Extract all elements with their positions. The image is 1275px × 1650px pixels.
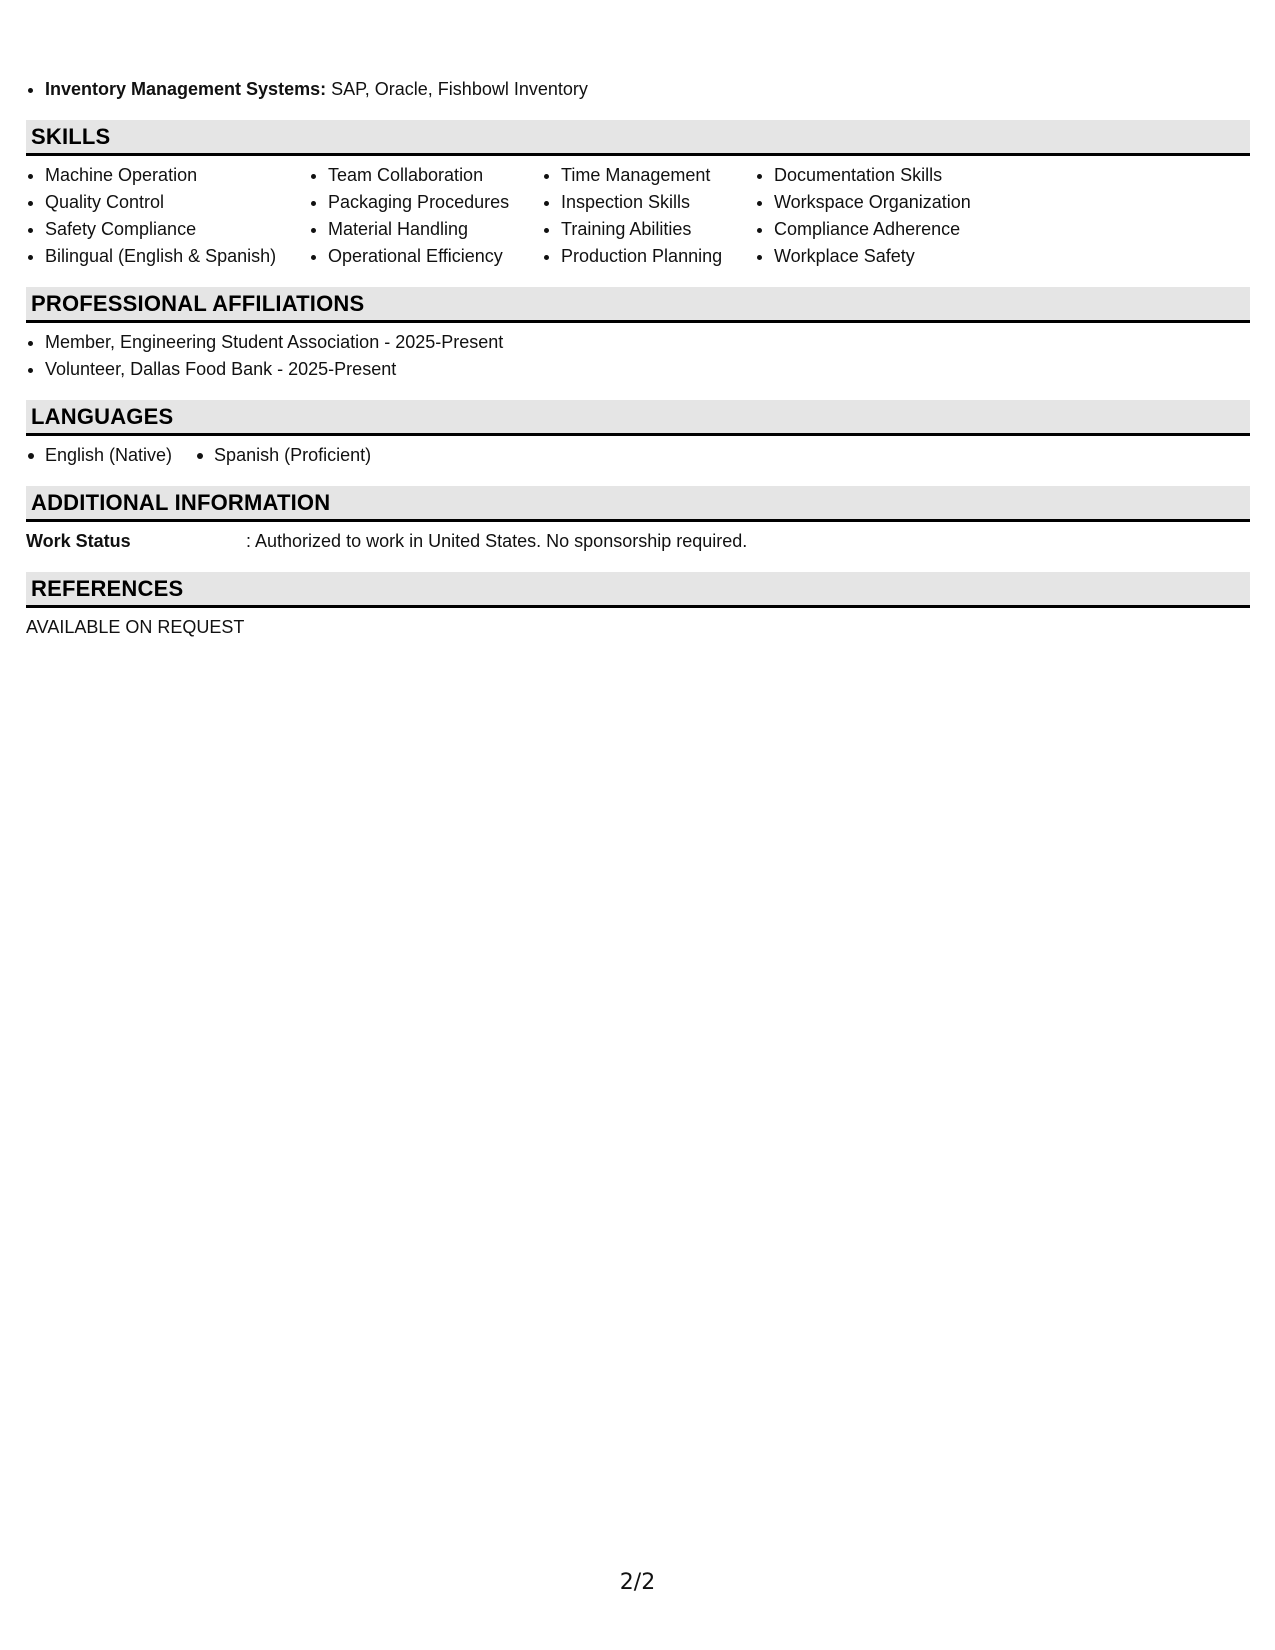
- list-item: English (Native): [26, 442, 172, 469]
- list-item: [45, 76, 1250, 103]
- list-item: • Production Planning: [561, 243, 755, 270]
- skills-column-2: [309, 162, 542, 270]
- list-item: • Bilingual (English & Spanish): [45, 243, 309, 270]
- affiliations-section: [26, 287, 1250, 383]
- skills-column-3: [542, 162, 755, 270]
- skills-column-4: [755, 162, 1034, 270]
- resume-page: [26, 76, 1250, 641]
- skills-grid: [26, 162, 1250, 270]
- list-item: • Workplace Safety: [774, 243, 1034, 270]
- section-title: REFERENCES: [31, 575, 184, 601]
- references-header: [26, 572, 1250, 608]
- additional-info-section: [26, 486, 1250, 555]
- list-item: • Member, Engineering Student Association - 2025-Present: [45, 329, 1250, 356]
- section-title: LANGUAGES: [31, 403, 174, 429]
- list-item: • Operational Efficiency: [328, 243, 542, 270]
- languages-list: [26, 442, 1250, 469]
- list-item: • Compliance Adherence: [774, 216, 1034, 243]
- inventory-systems-value: SAP, Oracle, Fishbowl Inventory: [326, 79, 588, 99]
- list-item: • Time Management: [561, 162, 755, 189]
- languages-section: [26, 400, 1250, 469]
- list-item: • Volunteer, Dallas Food Bank - 2025-Present: [45, 356, 1250, 383]
- languages-header: [26, 400, 1250, 436]
- list-item: • Training Abilities: [561, 216, 755, 243]
- skills-column-1: [26, 162, 309, 270]
- list-item: Spanish (Proficient): [195, 442, 371, 469]
- list-item: • Workspace Organization: [774, 189, 1034, 216]
- list-item: • Inspection Skills: [561, 189, 755, 216]
- technical-skills-list: [26, 76, 1250, 103]
- work-status-row: [26, 528, 1250, 555]
- work-status-label: Work Status: [26, 531, 131, 551]
- work-status-value: : Authorized to work in United States. No sponsorship required.: [246, 531, 748, 551]
- inventory-systems-label: Inventory Management Systems:: [45, 79, 327, 99]
- list-item: • Packaging Procedures: [328, 189, 542, 216]
- list-item: • Documentation Skills: [774, 162, 1034, 189]
- section-title: PROFESSIONAL AFFILIATIONS: [31, 290, 365, 316]
- references-text: AVAILABLE ON REQUEST: [26, 617, 245, 637]
- skills-section: [26, 120, 1250, 270]
- list-item: • Material Handling: [328, 216, 542, 243]
- references-section: [26, 572, 1250, 641]
- section-title: SKILLS: [31, 123, 111, 149]
- additional-info-header: [26, 486, 1250, 522]
- affiliations-list: [26, 329, 1250, 383]
- section-title: ADDITIONAL INFORMATION: [31, 489, 331, 515]
- list-item: • Safety Compliance: [45, 216, 309, 243]
- affiliations-header: [26, 287, 1250, 323]
- page-number: 2/2: [619, 1570, 656, 1595]
- list-item: • Machine Operation: [45, 162, 309, 189]
- list-item: • Quality Control: [45, 189, 309, 216]
- list-item: • Team Collaboration: [328, 162, 542, 189]
- skills-header: [26, 120, 1250, 156]
